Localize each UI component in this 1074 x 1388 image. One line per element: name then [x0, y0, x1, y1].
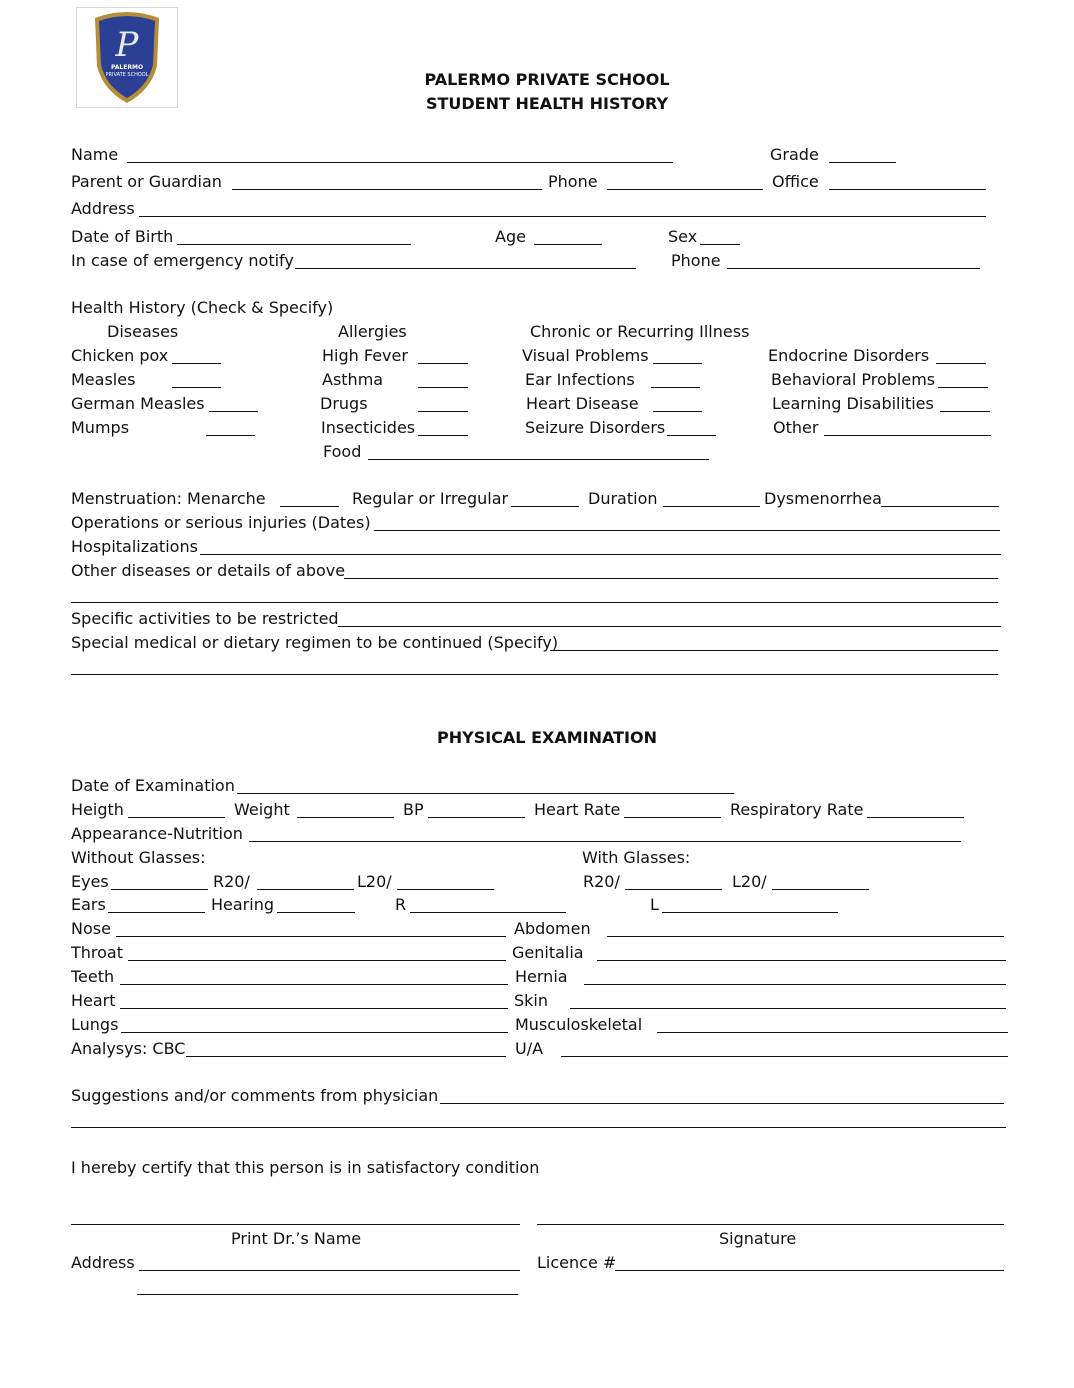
disease-measles: Measles: [71, 370, 136, 389]
appearance-field[interactable]: [249, 841, 961, 842]
learning-field[interactable]: [940, 411, 990, 412]
dob-label: Date of Birth: [71, 227, 174, 246]
musculoskeletal-label: Musculoskeletal: [515, 1015, 643, 1034]
resp-rate-field[interactable]: [867, 817, 964, 818]
nose-field[interactable]: [116, 936, 506, 937]
chronic-seizure-disorders: Seizure Disorders: [525, 418, 666, 437]
abdomen-field[interactable]: [607, 936, 1004, 937]
col-allergies-header: Allergies: [338, 322, 407, 341]
svg-text:P: P: [115, 25, 139, 65]
hernia-label: Hernia: [515, 967, 568, 986]
condition-learning: Learning Disabilities: [772, 394, 934, 413]
r20-field[interactable]: [257, 889, 354, 890]
regimen-field[interactable]: [550, 650, 998, 651]
physician-address-field[interactable]: [139, 1270, 520, 1271]
restricted-label: Specific activities to be restricted: [71, 609, 339, 628]
without-glasses-label: Without Glasses:: [71, 848, 206, 867]
other-condition-field[interactable]: [824, 435, 991, 436]
hearing-r-field[interactable]: [410, 912, 566, 913]
throat-field[interactable]: [128, 960, 506, 961]
genitalia-field[interactable]: [597, 960, 1006, 961]
regular-field[interactable]: [511, 506, 579, 507]
ua-label: U/A: [515, 1039, 544, 1058]
hernia-field[interactable]: [584, 984, 1006, 985]
sex-field[interactable]: [700, 244, 740, 245]
allergy-high-fever: High Fever: [322, 346, 408, 365]
regular-label: Regular or Irregular: [352, 489, 509, 508]
physician-address-label: Address: [71, 1253, 135, 1272]
hearing-r-label: R: [395, 895, 407, 914]
signature-field[interactable]: [537, 1224, 1004, 1225]
exam-date-field[interactable]: [237, 793, 734, 794]
chicken-pox-field[interactable]: [172, 363, 221, 364]
exam-date-label: Date of Examination: [71, 776, 235, 795]
age-label: Age: [495, 227, 526, 246]
col-diseases-header: Diseases: [107, 322, 179, 341]
col-chronic-header: Chronic or Recurring Illness: [530, 322, 750, 341]
l20-glasses-field[interactable]: [772, 889, 869, 890]
r20-glasses-field[interactable]: [625, 889, 722, 890]
other-diseases-field[interactable]: [344, 578, 998, 579]
asthma-field[interactable]: [418, 387, 468, 388]
analysis-cbc-field[interactable]: [186, 1056, 506, 1057]
operations-label: Operations or serious injuries (Dates): [71, 513, 371, 532]
l20-label: L20/: [357, 872, 392, 891]
condition-endocrine: Endocrine Disorders: [768, 346, 930, 365]
insecticides-field[interactable]: [418, 435, 468, 436]
parent-field[interactable]: [232, 189, 542, 190]
chronic-visual-problems: Visual Problems: [522, 346, 649, 365]
behavioral-field[interactable]: [938, 387, 988, 388]
hospitalizations-label: Hospitalizations: [71, 537, 198, 556]
genitalia-label: Genitalia: [512, 943, 584, 962]
exam-heading: PHYSICAL EXAMINATION: [437, 728, 657, 747]
school-crest-icon: [77, 8, 177, 107]
resp-rate-label: Respiratory Rate: [730, 800, 864, 819]
heart-disease-field[interactable]: [653, 411, 702, 412]
suggestions-field[interactable]: [440, 1103, 1004, 1104]
logo-text-1: PALERMO: [110, 64, 144, 71]
lungs-label: Lungs: [71, 1015, 119, 1034]
chronic-heart-disease: Heart Disease: [526, 394, 639, 413]
grade-field[interactable]: [829, 162, 896, 163]
emergency-phone-field[interactable]: [727, 268, 980, 269]
other-diseases-field-2[interactable]: [71, 602, 998, 603]
visual-problems-field[interactable]: [653, 363, 702, 364]
licence-field[interactable]: [615, 1270, 1004, 1271]
form-title: STUDENT HEALTH HISTORY: [425, 94, 669, 113]
physician-address-field-2[interactable]: [137, 1294, 518, 1295]
weight-label: Weight: [234, 800, 290, 819]
ears-field[interactable]: [108, 912, 205, 913]
office-field[interactable]: [829, 189, 986, 190]
drugs-field[interactable]: [418, 411, 468, 412]
allergy-insecticides: Insecticides: [321, 418, 416, 437]
german-measles-field[interactable]: [209, 411, 258, 412]
disease-mumps: Mumps: [71, 418, 130, 437]
nose-label: Nose: [71, 919, 111, 938]
menarche-field[interactable]: [280, 506, 339, 507]
phone-field[interactable]: [607, 189, 763, 190]
name-field[interactable]: [127, 162, 673, 163]
l20-field[interactable]: [397, 889, 494, 890]
health-history-heading: Health History (Check & Specify): [71, 298, 334, 317]
dob-field[interactable]: [177, 244, 411, 245]
skin-label: Skin: [514, 991, 549, 1010]
teeth-label: Teeth: [71, 967, 115, 986]
dysmenorrhea-label: Dysmenorrhea: [764, 489, 882, 508]
operations-field[interactable]: [374, 530, 1000, 531]
seizure-disorders-field[interactable]: [667, 435, 716, 436]
endocrine-field[interactable]: [936, 363, 986, 364]
bp-field[interactable]: [428, 817, 525, 818]
certify-statement: I hereby certify that this person is in satisfactory condition: [71, 1158, 540, 1177]
hearing-label: Hearing: [211, 895, 274, 914]
eyes-field[interactable]: [111, 889, 208, 890]
sex-label: Sex: [668, 227, 698, 246]
high-fever-field[interactable]: [418, 363, 468, 364]
l20-glasses-label: L20/: [732, 872, 767, 891]
height-label: Heigth: [71, 800, 124, 819]
school-title: PALERMO PRIVATE SCHOOL: [424, 70, 670, 89]
appearance-label: Appearance-Nutrition: [71, 824, 243, 843]
office-label: Office: [772, 172, 819, 191]
measles-field[interactable]: [172, 387, 221, 388]
skin-field[interactable]: [570, 1008, 1006, 1009]
teeth-field[interactable]: [120, 984, 508, 985]
condition-other: Other: [773, 418, 819, 437]
dysmenorrhea-field[interactable]: [881, 506, 999, 507]
regimen-label: Special medical or dietary regimen to be continued (Specify): [71, 633, 559, 652]
heart-rate-label: Heart Rate: [534, 800, 621, 819]
abdomen-label: Abdomen: [514, 919, 591, 938]
grade-label: Grade: [770, 145, 819, 164]
lungs-field[interactable]: [121, 1032, 508, 1033]
allergy-drugs: Drugs: [320, 394, 368, 413]
ears-label: Ears: [71, 895, 106, 914]
disease-chicken-pox: Chicken pox: [71, 346, 169, 365]
hospitalizations-field[interactable]: [200, 554, 1001, 555]
restricted-field[interactable]: [338, 626, 1001, 627]
weight-field[interactable]: [297, 817, 394, 818]
food-field[interactable]: [368, 459, 709, 460]
name-label: Name: [71, 145, 119, 164]
mumps-field[interactable]: [206, 435, 255, 436]
hearing-l-field[interactable]: [662, 912, 838, 913]
r20-label: R20/: [213, 872, 250, 891]
print-name-field[interactable]: [71, 1224, 520, 1225]
emergency-phone-label: Phone: [671, 251, 721, 270]
eyes-label: Eyes: [71, 872, 109, 891]
print-name-label: Print Dr.’s Name: [231, 1229, 362, 1248]
r20-glasses-label: R20/: [583, 872, 620, 891]
musculoskeletal-field[interactable]: [657, 1032, 1008, 1033]
allergy-food: Food: [323, 442, 362, 461]
licence-label: Licence #: [537, 1253, 617, 1272]
ua-field[interactable]: [561, 1056, 1008, 1057]
bp-label: BP: [403, 800, 424, 819]
throat-label: Throat: [71, 943, 124, 962]
address-field[interactable]: [139, 216, 986, 217]
duration-field[interactable]: [663, 506, 760, 507]
emergency-field[interactable]: [295, 268, 636, 269]
phone-label: Phone: [548, 172, 598, 191]
address-label: Address: [71, 199, 135, 218]
hearing-l-label: L: [650, 895, 659, 914]
with-glasses-label: With Glasses:: [582, 848, 691, 867]
school-logo: [76, 7, 178, 108]
heart-field[interactable]: [120, 1008, 508, 1009]
age-field[interactable]: [534, 244, 602, 245]
parent-label: Parent or Guardian: [71, 172, 222, 191]
emergency-label: In case of emergency notify: [71, 251, 294, 270]
suggestions-field-2[interactable]: [71, 1127, 1006, 1128]
signature-label: Signature: [719, 1229, 797, 1248]
condition-behavioral: Behavioral Problems: [771, 370, 936, 389]
chronic-ear-infections: Ear Infections: [525, 370, 635, 389]
duration-label: Duration: [588, 489, 658, 508]
heart-label: Heart: [71, 991, 116, 1010]
ear-infections-field[interactable]: [651, 387, 700, 388]
disease-german-measles: German Measles: [71, 394, 205, 413]
menarche-label: Menstruation: Menarche: [71, 489, 266, 508]
hearing-field[interactable]: [277, 912, 355, 913]
logo-text-2: PRIVATE SCHOOL: [105, 72, 149, 78]
height-field[interactable]: [128, 817, 225, 818]
allergy-asthma: Asthma: [322, 370, 384, 389]
suggestions-label: Suggestions and/or comments from physician: [71, 1086, 439, 1105]
other-diseases-label: Other diseases or details of above: [71, 561, 346, 580]
analysis-cbc-label: Analysys: CBC: [71, 1039, 186, 1058]
regimen-field-2[interactable]: [71, 674, 998, 675]
heart-rate-field[interactable]: [624, 817, 721, 818]
